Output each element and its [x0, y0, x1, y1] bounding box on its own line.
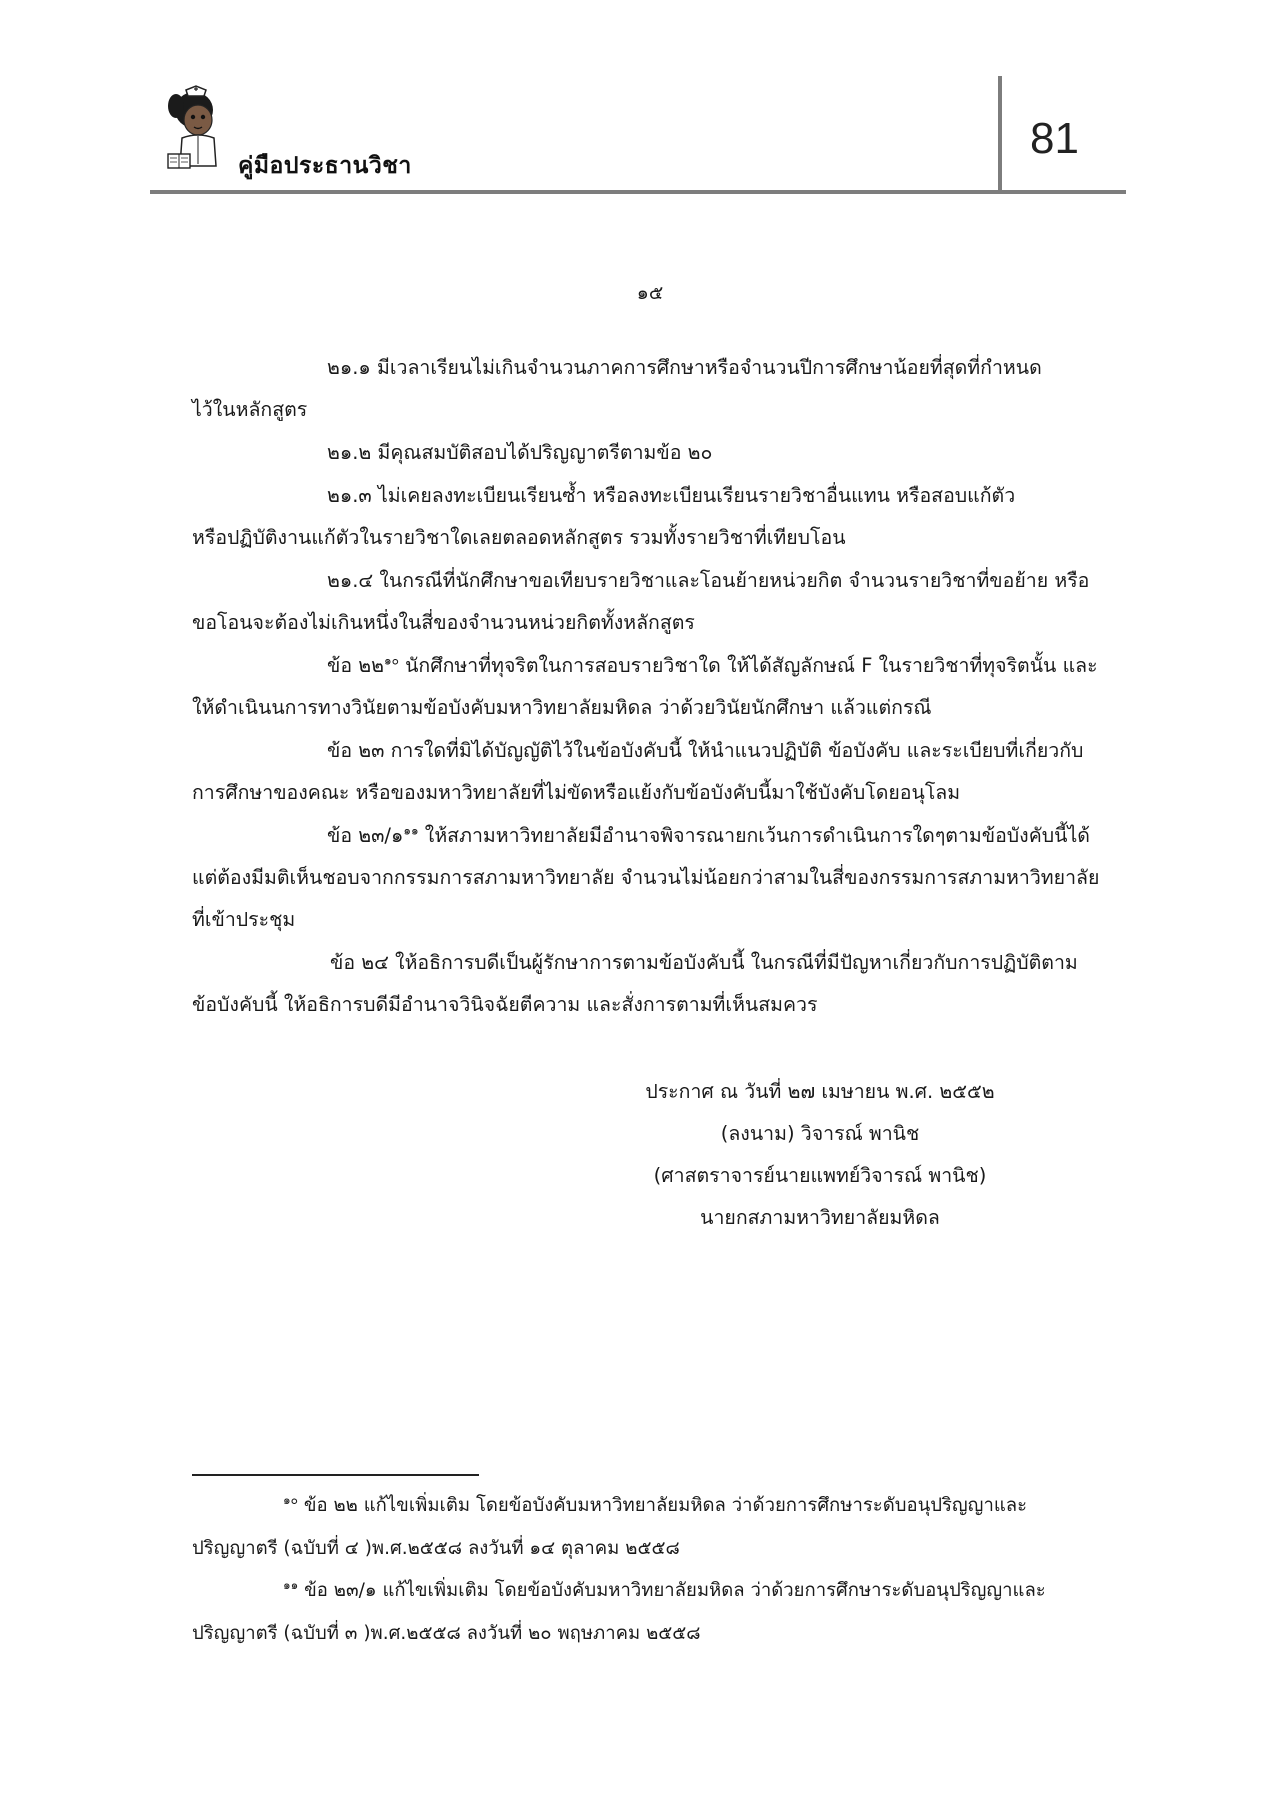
footnote-line: ปริญญาตรี (ฉบับที่ ๓ )พ.ศ.๒๕๕๘ ลงวันที่ ๒๐ พฤษภาคม ๒๕๕๘ [192, 1623, 701, 1644]
footnote-divider [192, 1474, 479, 1476]
footnote-ref: ๑๑ [403, 823, 419, 838]
header-divider [150, 190, 1126, 194]
footnote-text: ข้อ ๒๓/๑ แก้ไขเพิ่มเติม โดยข้อบังคับมหาวิทยาลัยมหิดล ว่าด้วยการศึกษาระดับอนุปริญญาและ [298, 1580, 1046, 1601]
paragraph-line: ข้อ ๒๓ การใดที่มิได้บัญญัติไว้ในข้อบังคับนี้ ให้นำแนวปฏิบัติ ข้อบังคับ และระเบียบที่เกี่ยวกับ [327, 739, 1084, 762]
footnote-number: ๑๐ [283, 1492, 298, 1507]
paragraph-line: ๒๑.๒ มีคุณสมบัติสอบได้ปริญญาตรีตามข้อ ๒๐ [327, 441, 713, 464]
paragraph-line: ข้อ ๒๔ ให้อธิการบดีเป็นผู้รักษาการตามข้อบังคับนี้ ในกรณีที่มีปัญหาเกี่ยวกับการปฏิบัติตาม [330, 951, 1078, 974]
nurse-mascot-logo [164, 84, 226, 176]
header-title: คู่มือประธานวิชา [238, 153, 412, 179]
paragraph-line [327, 822, 1090, 850]
paragraph-line: หรือปฏิบัติงานแก้ตัวในรายวิชาใดเลยตลอดหลักสูตร รวมทั้งรายวิชาที่เทียบโอน [192, 526, 846, 549]
clause-text: ให้สภามหาวิทยาลัยมีอำนาจพิจารณายกเว้นการดำเนินการใดๆตามข้อบังคับนี้ได้ [418, 824, 1090, 847]
footnote-number: ๑๑ [283, 1577, 299, 1592]
paragraph-line: ๒๑.๑ มีเวลาเรียนไม่เกินจำนวนภาคการศึกษาหรือจำนวนปีการศึกษาน้อยที่สุดที่กำหนด [327, 356, 1042, 379]
paragraph-line: การศึกษาของคณะ หรือของมหาวิทยาลัยที่ไม่ขัดหรือแย้งกับข้อบังคับนี้มาใช้บังคับโดยอนุโลม [192, 781, 961, 804]
paragraph-line: ๒๑.๔ ในกรณีที่นักศึกษาขอเทียบรายวิชาและโอนย้ายหน่วยกิต จำนวนรายวิชาที่ขอย้าย หรือ [327, 569, 1090, 592]
paragraph-line: ๒๑.๓ ไม่เคยลงทะเบียนเรียนซ้ำ หรือลงทะเบียนเรียนรายวิชาอื่นแทน หรือสอบแก้ตัว [327, 484, 1016, 507]
footnote-line [283, 1493, 1027, 1519]
paragraph-line: ขอโอนจะต้องไม่เกินหนึ่งในสี่ของจำนวนหน่วยกิตทั้งหลักสูตร [192, 611, 695, 634]
signature-signed: (ลงนาม) วิจารณ์ พานิช [720, 1122, 920, 1145]
signature-full-name: (ศาสตราจารย์นายแพทย์วิจารณ์ พานิช) [653, 1164, 987, 1187]
paragraph-line: ที่เข้าประชุม [192, 908, 296, 931]
paragraph-line: ไว้ในหลักสูตร [192, 398, 308, 421]
page-header [150, 70, 1126, 198]
document-page-number: ๑๕ [636, 282, 664, 304]
clause-label: ข้อ ๒๒ [327, 654, 384, 677]
footnote-ref: ๑๐ [383, 653, 399, 668]
paragraph-line: ข้อบังคับนี้ ให้อธิการบดีมีอำนาจวินิจฉัยตีความ และสั่งการตามที่เห็นสมควร [192, 993, 818, 1016]
paragraph-line [327, 652, 1098, 680]
signature-position: นายกสภามหาวิทยาลัยมหิดล [700, 1206, 940, 1229]
header-page-number: 81 [1030, 114, 1079, 163]
signature-announce-date: ประกาศ ณ วันที่ ๒๗ เมษายน พ.ศ. ๒๕๕๒ [645, 1080, 995, 1103]
footnote-text: ข้อ ๒๒ แก้ไขเพิ่มเติม โดยข้อบังคับมหาวิทยาลัยมหิดล ว่าด้วยการศึกษาระดับอนุปริญญาและ [297, 1495, 1028, 1516]
header-divider-vertical [998, 76, 1002, 192]
footnote-line [283, 1578, 1046, 1604]
clause-text: นักศึกษาที่ทุจริตในการสอบรายวิชาใด ให้ได้สัญลักษณ์ F ในรายวิชาที่ทุจริตนั้น และ [398, 654, 1098, 677]
footnote-line: ปริญญาตรี (ฉบับที่ ๔ )พ.ศ.๒๕๕๘ ลงวันที่ ๑๔ ตุลาคม ๒๕๕๘ [192, 1538, 680, 1559]
paragraph-line: แต่ต้องมีมติเห็นชอบจากกรรมการสภามหาวิทยาลัย จำนวนไม่น้อยกว่าสามในสี่ของกรรมการสภามหาวิทยาลัย [192, 866, 1100, 889]
clause-label: ข้อ ๒๓/๑ [327, 824, 404, 847]
paragraph-line: ให้ดำเนินนการทางวินัยตามข้อบังคับมหาวิทยาลัยมหิดล ว่าด้วยวินัยนักศึกษา แล้วแต่กรณี [192, 696, 932, 719]
